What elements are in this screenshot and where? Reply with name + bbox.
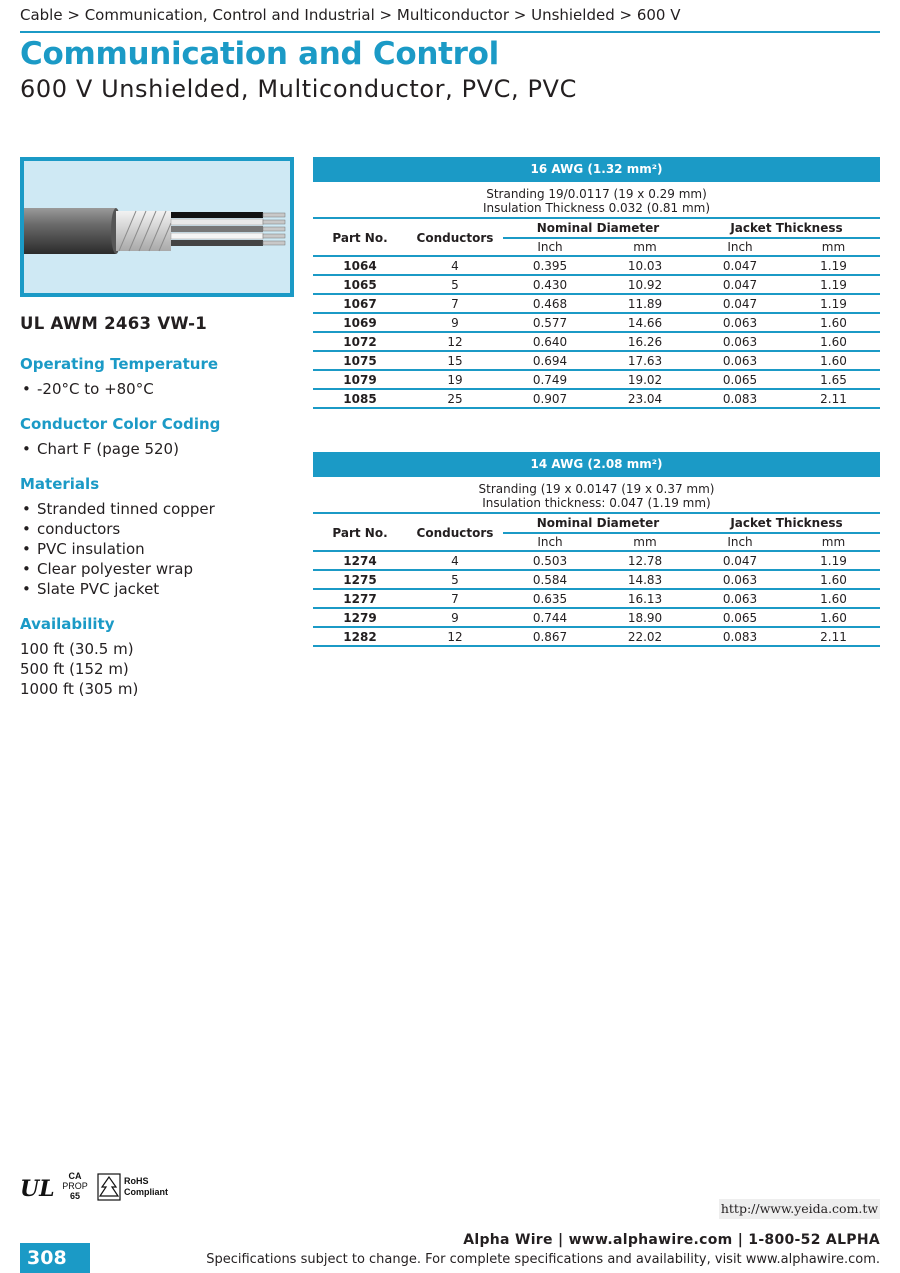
cell-diameter-mm: 10.92 xyxy=(627,278,663,292)
table-heading: 16 AWG (1.32 mm²) xyxy=(313,157,880,182)
col-part-no: Part No. xyxy=(332,526,388,540)
cell-diameter-inch: 0.749 xyxy=(532,373,568,387)
cell-part-no: 1065 xyxy=(343,278,377,292)
cell-conductors: 9 xyxy=(451,316,459,330)
spec-sidebar xyxy=(20,314,300,715)
cell-jacket-inch: 0.065 xyxy=(722,373,758,387)
col-nominal-diameter: Nominal Diameter xyxy=(536,221,660,235)
cell-jacket-inch: 0.083 xyxy=(722,630,758,644)
cell-jacket-inch: 0.063 xyxy=(722,335,758,349)
section-color-coding xyxy=(20,415,300,459)
cell-part-no: 1079 xyxy=(343,373,377,387)
col-inch: Inch xyxy=(537,535,563,549)
table-header xyxy=(313,219,880,257)
svg-text:PROP: PROP xyxy=(62,1181,88,1191)
section-materials xyxy=(20,475,300,599)
cell-conductors: 5 xyxy=(451,573,459,587)
cell-diameter-mm: 16.13 xyxy=(627,592,663,606)
cell-jacket-inch: 0.047 xyxy=(722,297,758,311)
cell-diameter-inch: 0.584 xyxy=(532,573,568,587)
cell-part-no: 1282 xyxy=(343,630,377,644)
cell-part-no: 1274 xyxy=(343,554,377,568)
page-number: 308 xyxy=(20,1243,90,1273)
availability-item: 500 ft (152 m) xyxy=(20,660,129,678)
cell-diameter-inch: 0.503 xyxy=(532,554,568,568)
cell-diameter-mm: 14.83 xyxy=(627,573,663,587)
cert-marks xyxy=(20,1170,180,1204)
section-heading: Materials xyxy=(20,475,100,493)
col-mm: mm xyxy=(633,535,657,549)
cell-conductors: 25 xyxy=(447,392,463,406)
table-row xyxy=(313,628,880,647)
cell-jacket-mm: 1.65 xyxy=(820,373,847,387)
cell-jacket-mm: 1.19 xyxy=(820,297,847,311)
cell-jacket-mm: 2.11 xyxy=(820,392,847,406)
cell-jacket-inch: 0.063 xyxy=(722,316,758,330)
cell-diameter-inch: 0.635 xyxy=(532,592,568,606)
cell-conductors: 15 xyxy=(447,354,463,368)
insulation-note: Insulation Thickness 0.032 (0.81 mm) xyxy=(482,201,711,215)
cell-jacket-inch: 0.047 xyxy=(722,278,758,292)
cell-diameter-mm: 16.26 xyxy=(627,335,663,349)
table-row xyxy=(313,333,880,352)
cell-conductors: 7 xyxy=(451,592,459,606)
rohs-compliant-icon xyxy=(98,1174,168,1200)
section-heading: Availability xyxy=(20,615,115,633)
table-row xyxy=(313,276,880,295)
cell-conductors: 4 xyxy=(451,554,459,568)
cell-diameter-mm: 22.02 xyxy=(627,630,663,644)
footer-company-line: Alpha Wire | www.alphawire.com | 1-800-52 ALPHA xyxy=(463,1232,880,1248)
col-nominal-diameter: Nominal Diameter xyxy=(536,516,660,530)
svg-text:UL: UL xyxy=(20,1176,55,1202)
cell-jacket-mm: 1.60 xyxy=(820,316,847,330)
table-note xyxy=(313,477,880,514)
cell-diameter-mm: 12.78 xyxy=(627,554,663,568)
col-conductors: Conductors xyxy=(416,231,494,245)
cell-conductors: 9 xyxy=(451,611,459,625)
cell-jacket-inch: 0.063 xyxy=(722,573,758,587)
svg-text:CA: CA xyxy=(68,1171,82,1181)
stranding-note: Stranding (19 x 0.0147 (19 x 0.37 mm) xyxy=(478,482,715,496)
ca-prop-65-icon xyxy=(62,1171,88,1201)
svg-text:Compliant: Compliant xyxy=(124,1187,168,1197)
page-title: Communication and Control xyxy=(20,36,499,72)
breadcrumb: Cable > Communication, Control and Industrial > Multiconductor > Unshielded > 600 V xyxy=(20,6,681,24)
availability-item: 100 ft (30.5 m) xyxy=(20,640,134,658)
section-availability xyxy=(20,615,300,699)
cell-part-no: 1277 xyxy=(343,592,377,606)
cell-part-no: 1075 xyxy=(343,354,377,368)
certification-logos xyxy=(20,1170,180,1204)
svg-text:65: 65 xyxy=(69,1191,81,1201)
list-item: • Slate PVC jacket xyxy=(20,579,300,599)
list-item: • Stranded tinned copper xyxy=(20,499,300,519)
cell-diameter-mm: 10.03 xyxy=(627,259,663,273)
cell-conductors: 19 xyxy=(447,373,463,387)
table-row xyxy=(313,371,880,390)
header-rule xyxy=(20,31,880,33)
cell-conductors: 12 xyxy=(447,335,463,349)
cell-part-no: 1069 xyxy=(343,316,377,330)
col-inch: Inch xyxy=(727,240,753,254)
cell-conductors: 5 xyxy=(451,278,459,292)
cell-diameter-inch: 0.907 xyxy=(532,392,568,406)
cell-conductors: 4 xyxy=(451,259,459,273)
col-inch: Inch xyxy=(727,535,753,549)
url-overlay[interactable]: http://www.yeida.com.tw xyxy=(719,1199,880,1219)
table-heading: 14 AWG (2.08 mm²) xyxy=(313,452,880,477)
col-mm: mm xyxy=(821,535,846,549)
cell-diameter-mm: 19.02 xyxy=(627,373,663,387)
cell-diameter-inch: 0.640 xyxy=(532,335,568,349)
table-row xyxy=(313,590,880,609)
table-row xyxy=(313,390,880,409)
list-item: • PVC insulation xyxy=(20,539,300,559)
cable-photo xyxy=(20,157,294,297)
cell-jacket-mm: 1.19 xyxy=(820,278,847,292)
cell-diameter-inch: 0.468 xyxy=(532,297,568,311)
page-subtitle: 600 V Unshielded, Multiconductor, PVC, PVC xyxy=(20,75,577,103)
cell-part-no: 1064 xyxy=(343,259,377,273)
cell-jacket-mm: 1.60 xyxy=(820,354,847,368)
cell-jacket-inch: 0.065 xyxy=(722,611,758,625)
cell-part-no: 1279 xyxy=(343,611,377,625)
cell-jacket-inch: 0.063 xyxy=(722,354,758,368)
col-mm: mm xyxy=(821,240,846,254)
cell-part-no: 1067 xyxy=(343,297,377,311)
cell-part-no: 1275 xyxy=(343,573,377,587)
svg-text:RoHS: RoHS xyxy=(124,1176,149,1186)
section-operating-temperature xyxy=(20,355,300,399)
list-item: • Clear polyester wrap xyxy=(20,559,300,579)
table-note xyxy=(313,182,880,219)
cell-diameter-inch: 0.577 xyxy=(532,316,568,330)
cell-diameter-inch: 0.744 xyxy=(532,611,568,625)
cell-part-no: 1085 xyxy=(343,392,377,406)
cell-jacket-inch: 0.047 xyxy=(722,554,758,568)
col-jacket-thickness: Jacket Thickness xyxy=(730,221,843,235)
spec-table-14awg xyxy=(313,452,880,647)
cable-illustration xyxy=(24,161,290,293)
section-heading: Conductor Color Coding xyxy=(20,415,221,433)
table-row xyxy=(313,552,880,571)
cell-diameter-mm: 17.63 xyxy=(627,354,663,368)
section-heading: Operating Temperature xyxy=(20,355,219,373)
cell-diameter-inch: 0.395 xyxy=(532,259,568,273)
list-item-continuation: • conductors xyxy=(20,519,300,539)
cell-diameter-mm: 14.66 xyxy=(627,316,663,330)
spec-table-16awg xyxy=(313,157,880,409)
cell-part-no: 1072 xyxy=(343,335,377,349)
table-row xyxy=(313,609,880,628)
list-item: • -20°C to +80°C xyxy=(20,379,300,399)
cell-diameter-mm: 11.89 xyxy=(627,297,663,311)
col-mm: mm xyxy=(633,240,657,254)
cell-jacket-mm: 1.60 xyxy=(820,611,847,625)
cell-conductors: 7 xyxy=(451,297,459,311)
table-row xyxy=(313,352,880,371)
table-row xyxy=(313,295,880,314)
cell-jacket-mm: 1.19 xyxy=(820,554,847,568)
cell-conductors: 12 xyxy=(447,630,463,644)
cell-jacket-mm: 1.60 xyxy=(820,573,847,587)
cell-jacket-inch: 0.063 xyxy=(722,592,758,606)
cell-diameter-inch: 0.694 xyxy=(532,354,568,368)
footer-disclaimer: Specifications subject to change. For complete specifications and availability, visit www.alphawire.com. xyxy=(206,1252,880,1267)
col-conductors: Conductors xyxy=(416,526,494,540)
cell-jacket-inch: 0.083 xyxy=(722,392,758,406)
stranding-note: Stranding 19/0.0117 (19 x 0.29 mm) xyxy=(486,187,707,201)
cell-jacket-mm: 1.19 xyxy=(820,259,847,273)
cell-jacket-mm: 2.11 xyxy=(820,630,847,644)
cell-diameter-mm: 18.90 xyxy=(627,611,663,625)
list-item: • Chart F (page 520) xyxy=(20,439,300,459)
cell-jacket-inch: 0.047 xyxy=(722,259,758,273)
table-row xyxy=(313,314,880,333)
cell-diameter-inch: 0.867 xyxy=(532,630,568,644)
cell-diameter-inch: 0.430 xyxy=(532,278,568,292)
ul-rating: UL AWM 2463 VW-1 xyxy=(20,314,208,333)
table-row xyxy=(313,257,880,276)
insulation-note: Insulation thickness: 0.047 (1.19 mm) xyxy=(482,496,711,510)
availability-item: 1000 ft (305 m) xyxy=(20,680,139,698)
cell-jacket-mm: 1.60 xyxy=(820,592,847,606)
table-header xyxy=(313,514,880,552)
col-inch: Inch xyxy=(537,240,563,254)
col-part-no: Part No. xyxy=(332,231,388,245)
ul-mark-icon xyxy=(20,1176,55,1202)
cell-diameter-mm: 23.04 xyxy=(627,392,663,406)
table-row xyxy=(313,571,880,590)
cell-jacket-mm: 1.60 xyxy=(820,335,847,349)
col-jacket-thickness: Jacket Thickness xyxy=(730,516,843,530)
